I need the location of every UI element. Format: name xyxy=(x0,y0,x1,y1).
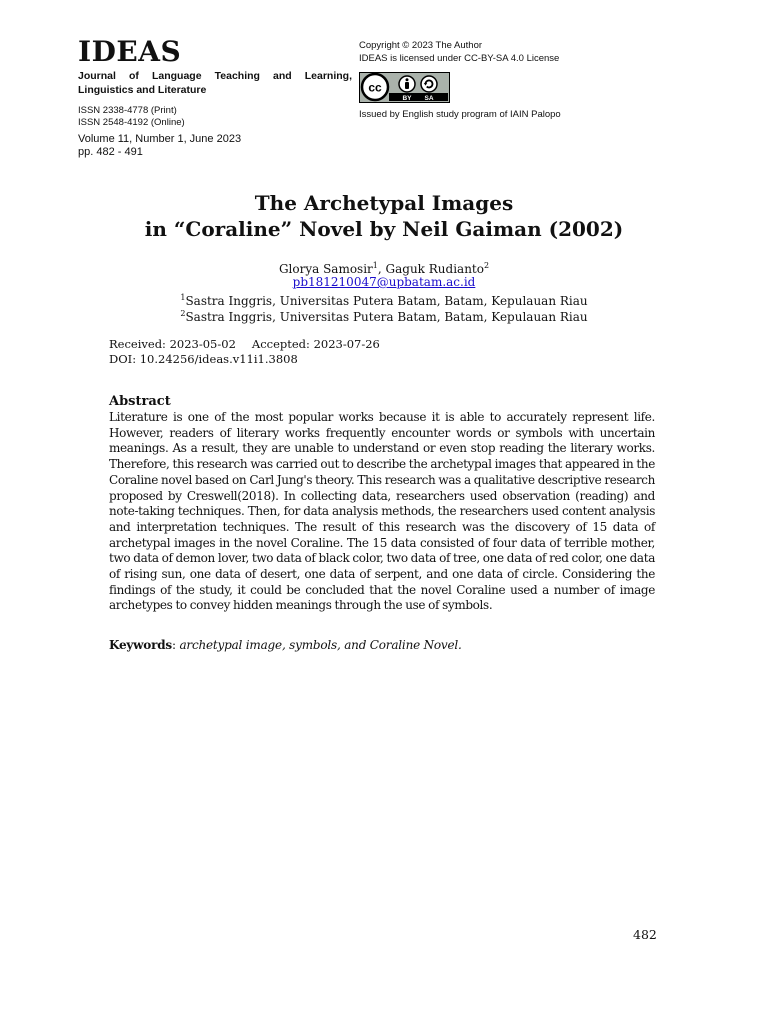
page-number: 482 xyxy=(633,927,657,942)
issn-online: ISSN 2548-4192 (Online) xyxy=(78,116,185,128)
title-line-1: The Archetypal Images xyxy=(254,191,514,215)
issn-block xyxy=(78,105,185,128)
keywords-colon: : xyxy=(171,638,180,652)
received-date: Received: 2023-05-02 xyxy=(109,337,236,351)
author-2-mark: 2 xyxy=(483,261,490,270)
copyright-line: Copyright © 2023 The Author xyxy=(359,40,483,51)
affiliation-1-mark: 1 xyxy=(180,293,186,302)
author-separator: , xyxy=(377,262,386,276)
article-dates xyxy=(109,337,380,367)
affiliation-2 xyxy=(0,306,768,325)
copyright-block xyxy=(359,39,559,65)
email-line xyxy=(0,274,768,290)
cc-by-sa-license-icon[interactable] xyxy=(359,72,450,103)
affiliation-1-text: Sastra Inggris, Universitas Putera Batam, Batam, Kepulauan Riau xyxy=(185,294,588,308)
license-badge-by: BY xyxy=(402,95,412,102)
keywords-line xyxy=(109,637,462,653)
journal-name: IDEAS xyxy=(78,35,182,68)
page-range: pp. 482 - 491 xyxy=(78,146,143,158)
title-line-2: in “Coraline” Novel by Neil Gaiman (2002) xyxy=(144,217,624,241)
author-1-mark: 1 xyxy=(372,261,378,270)
issn-print: ISSN 2338-4778 (Print) xyxy=(78,105,177,116)
license-badge-sa: SA xyxy=(424,95,434,102)
author-2: Gaguk Rudianto xyxy=(385,262,484,276)
volume-block xyxy=(78,133,241,159)
doi: DOI: 10.24256/ideas.v11i1.3808 xyxy=(109,352,298,366)
journal-subtitle: Journal of Language Teaching and Learning, Linguistics and Literature xyxy=(78,70,352,96)
abstract-heading: Abstract xyxy=(109,394,171,409)
license-line: IDEAS is licensed under CC-BY-SA 4.0 License xyxy=(359,53,560,64)
keywords-label: Keywords xyxy=(109,638,172,652)
affiliation-2-text: Sastra Inggris, Universitas Putera Batam, Batam, Kepulauan Riau xyxy=(185,310,588,324)
svg-text:cc: cc xyxy=(368,80,382,95)
accepted-date: Accepted: 2023-07-26 xyxy=(251,337,380,351)
article-title xyxy=(0,190,768,242)
affiliation-2-mark: 2 xyxy=(180,309,186,318)
author-1: Glorya Samosir xyxy=(278,262,373,276)
volume-info: Volume 11, Number 1, June 2023 xyxy=(78,133,242,145)
abstract-text: Literature is one of the most popular works because it is able to accurately represent life. However, readers of literary works frequently encounter words or symbols with uncertain meanings. As a result, they are unable to understand or even stop reading the literary works. Therefore, this research was carried out to describe the archetypal images that appeared in the Coraline novel based on Carl Jung's theory. This research was a qualitative descriptive research proposed by Creswell(2018). In collecting data, researchers used observation (reading) and note-taking techniques. Then, for data analysis methods, the researchers used content analysis and interpretation techniques. The result of this research was the discovery of 15 data of archetypal images in the novel Coraline. The 15 data consisted of four data of terrible mother, two data of demon lover, two data of black color, two data of tree, one data of red color, one data of rising sun, one data of desert, one data of serpent, and one data of circle. Considering the findings of the study, it could be concluded that the novel Coraline used a number of image archetypes to convey hidden meanings through the use of symbols. xyxy=(109,410,655,613)
author-email-link[interactable]: pb181210047@upbatam.ac.id xyxy=(292,275,476,289)
keywords-text: archetypal image, symbols, and Coraline Novel. xyxy=(179,638,462,652)
issued-by: Issued by English study program of IAIN Palopo xyxy=(359,109,561,120)
